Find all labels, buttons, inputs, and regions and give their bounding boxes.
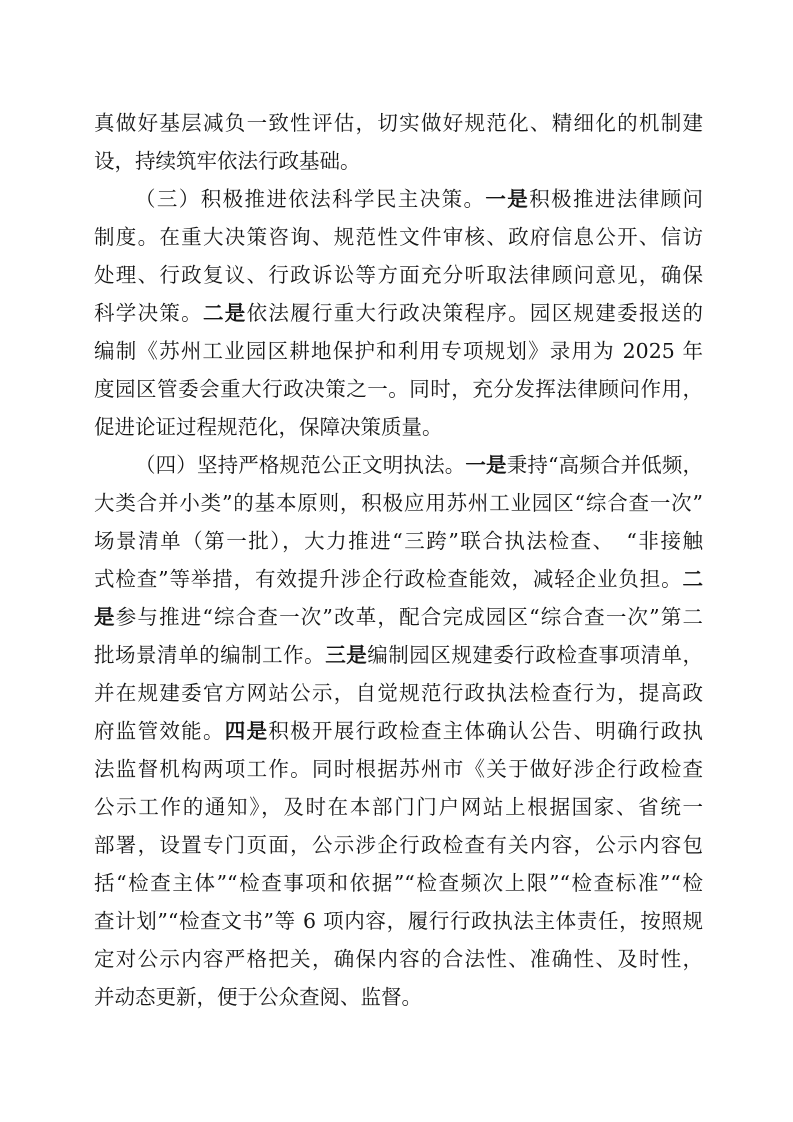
body-text: 积极开展行政检查主体确认公告、明确行政执 [268, 719, 703, 743]
body-text: 式检查”等举措，有效提升涉企行政检查能效，减轻企业负担。 [94, 567, 683, 591]
body-text: 度园区管委会重大行政决策之一。同时，充分发挥法律顾问作用， [94, 377, 703, 401]
text-line [94, 750, 703, 788]
text-line [94, 598, 703, 636]
document-body [94, 104, 703, 1016]
body-text: 括“检查主体”“检查事项和依据”“检查频次上限”“检查标准”“检 [94, 871, 703, 895]
text-line [94, 446, 703, 484]
body-text: 促进论证过程规范化，保障决策质量。 [94, 415, 443, 439]
text-line [94, 142, 703, 180]
text-line [94, 104, 703, 142]
text-line [94, 826, 703, 864]
body-text: 编制《苏州工业园区耕地保护和利用专项规划》录用为 2025 年 [94, 339, 703, 363]
text-line [94, 788, 703, 826]
text-line [94, 940, 703, 978]
text-line [94, 636, 703, 674]
text-line [94, 484, 703, 522]
body-text: 公示工作的通知》，及时在本部门门户网站上根据国家、省统一 [94, 795, 703, 819]
text-line [94, 332, 703, 370]
text-line [94, 522, 703, 560]
body-text: 大类合并小类”的基本原则，积极应用苏州工业园区“综合查一次” [94, 491, 703, 515]
emphasis-text: 一是 [465, 453, 507, 477]
text-line [94, 408, 703, 446]
text-line [94, 370, 703, 408]
emphasis-text: 四是 [224, 719, 269, 743]
body-text: 制度。在重大决策咨询、规范性文件审核、政府信息公开、信访 [94, 225, 703, 249]
body-text: 府监管效能。 [94, 719, 225, 743]
body-text: 并动态更新，便于公众查阅、监督。 [94, 985, 422, 1009]
text-line [94, 978, 703, 1016]
body-text: 批场景清单的编制工作。 [94, 643, 326, 667]
body-text: 科学决策。 [94, 301, 203, 325]
text-line [94, 864, 703, 902]
body-text: 设，持续筑牢依法行政基础。 [94, 149, 361, 173]
emphasis-text: 三是 [325, 643, 368, 667]
emphasis-text: 是 [94, 605, 116, 629]
body-text: 依法履行重大行政决策程序。园区规建委报送的 [246, 301, 703, 325]
text-line [94, 256, 703, 294]
body-text: 处理、行政复议、行政诉讼等方面充分听取法律顾问意见，确保 [94, 263, 703, 287]
text-line [94, 712, 703, 750]
text-line [94, 560, 703, 598]
text-line [94, 180, 703, 218]
body-text: 参与推进“综合查一次”改革，配合完成园区“综合查一次”第二 [115, 605, 703, 629]
text-line [94, 294, 703, 332]
body-text: （三）积极推进依法科学民主决策。 [135, 187, 486, 211]
body-text: （四）坚持严格规范公正文明执法。 [135, 453, 466, 477]
body-text: 真做好基层减负一致性评估，切实做好规范化、精细化的机制建 [94, 111, 703, 135]
body-text: 部署，设置专门页面，公示涉企行政检查有关内容，公示内容包 [94, 833, 703, 857]
body-text: 查计划”“检查文书”等 6 项内容，履行行政执法主体责任，按照规 [94, 909, 703, 933]
body-text: 定对公示内容严格把关，确保内容的合法性、准确性、及时性， [94, 947, 703, 971]
emphasis-text: 一是 [485, 187, 530, 211]
body-text: 法监督机构两项工作。同时根据苏州市《关于做好涉企行政检查 [94, 757, 703, 781]
body-text: 积极推进法律顾问 [529, 187, 703, 211]
text-line [94, 902, 703, 940]
emphasis-text: 二是 [202, 301, 247, 325]
body-text: 秉持“高频合并低频， [506, 453, 703, 477]
text-line [94, 218, 703, 256]
emphasis-text: 二 [682, 567, 703, 591]
body-text: 场景清单（第一批），大力推进“三跨”联合执法检查、 “非接触 [94, 529, 703, 553]
body-text: 编制园区规建委行政检查事项清单， [367, 643, 703, 667]
body-text: 并在规建委官方网站公示，自觉规范行政执法检查行为，提高政 [94, 681, 703, 705]
text-line [94, 674, 703, 712]
